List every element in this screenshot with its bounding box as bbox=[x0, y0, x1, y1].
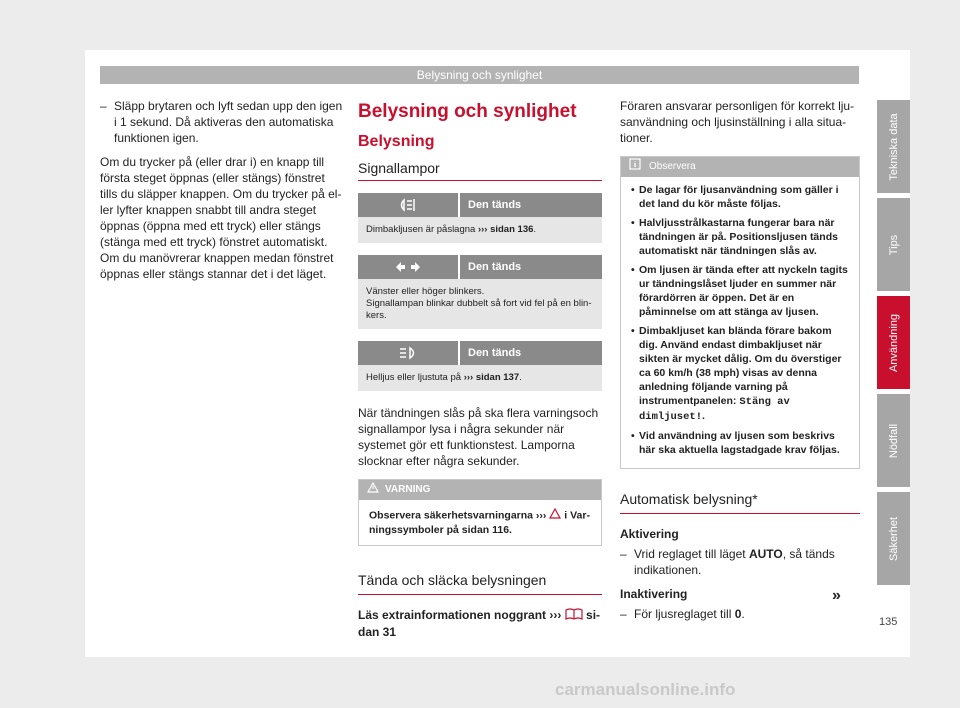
warning-title: VARNING bbox=[385, 484, 431, 495]
tab-tips[interactable]: Tips bbox=[877, 198, 910, 291]
tab-anvandning[interactable]: Användning bbox=[877, 296, 910, 389]
warning-text: Observera säkerhetsvarningarna ››› i Varningssymboler på sidan 116. bbox=[369, 509, 590, 536]
header-band bbox=[100, 66, 859, 84]
dash-item: – Släpp brytaren och lyft sedan upp den igen i 1 sekund. Då aktiveras den automatiska funktionen igen. bbox=[100, 99, 343, 145]
chapter-title: Belysning och synlighet bbox=[358, 101, 577, 122]
paragraph: Föraren ansvarar personligen för korrekt ljusanvändning och ljusinställning i alla situationer. bbox=[620, 99, 855, 145]
section-heading: Automatisk belysning* bbox=[620, 491, 860, 514]
continue-arrow: » bbox=[832, 587, 841, 604]
signal-title: Den tänds bbox=[458, 193, 602, 217]
control-position: AUTO bbox=[748, 547, 783, 561]
display-message: Stäng av dimljuset! bbox=[639, 396, 790, 423]
warning-header bbox=[359, 480, 601, 500]
header-title: Belysning och synlighet bbox=[416, 68, 543, 82]
signal-title: Den tänds bbox=[458, 341, 602, 365]
tab-nodfall[interactable]: Nödfall bbox=[877, 394, 910, 487]
note-box bbox=[620, 156, 860, 469]
page-link[interactable]: ››› sidan 137 bbox=[463, 372, 520, 383]
column-2 bbox=[358, 98, 602, 640]
warning-triangle-icon bbox=[549, 508, 561, 523]
column-1 bbox=[100, 98, 344, 290]
turn-signal-icon bbox=[358, 255, 458, 279]
reference-text: Läs extrainformationen noggrant ››› sidan 31 bbox=[358, 608, 601, 639]
note-item: • De lagar för ljusanvändning som gäller i det land du kör måste följas. bbox=[631, 184, 839, 210]
note-item: • Vid användning av ljusen som beskrivs här ska aktuella lagstadgade krav följas. bbox=[631, 430, 840, 456]
page-number: 135 bbox=[879, 616, 898, 628]
signal-title: Den tänds bbox=[458, 255, 602, 279]
dash-item: – Vrid reglaget till läget AUTO, så tänds indikationen. bbox=[620, 547, 835, 577]
page-link[interactable]: ››› sidan 136 bbox=[477, 224, 534, 235]
note-item: • Om ljusen är tända efter att nyckeln tagits ur tändningslåset ljuder en summer när förardörren är öppen. Det är en påminnelse om att stänga av ljusen. bbox=[631, 264, 848, 318]
warning-box bbox=[358, 479, 602, 546]
signal-description: Vänster eller höger blinkers. Signallampan blinkar dubbelt så fort vid fel på en blinkers. bbox=[358, 279, 602, 329]
signal-description: Dimbakljusen är påslagna ››› sidan 136. bbox=[358, 217, 602, 243]
subheading-deactivation: Inaktivering bbox=[620, 587, 688, 601]
subsection-title: Signallampor bbox=[358, 160, 602, 181]
section-title: Belysning bbox=[358, 133, 435, 150]
signal-row-header bbox=[358, 341, 602, 365]
column-3 bbox=[620, 98, 860, 630]
info-icon bbox=[629, 158, 641, 176]
warning-triangle-icon bbox=[367, 482, 379, 499]
tab-sakerhet[interactable]: Säkerhet bbox=[877, 492, 910, 585]
note-title: Observera bbox=[649, 161, 696, 172]
book-icon bbox=[565, 608, 583, 624]
subheading-activation: Aktivering bbox=[620, 527, 679, 541]
note-header bbox=[621, 157, 859, 177]
note-item: • Dimbakljuset kan blända förare bakom dig. Använd endast dimbakljuset när sikten är mycket dålig. Om du överstiger ca 60 km/h (38 mph) visas av denna anledning följande varning på instrumentpanelen: Stäng av dimljuset!. bbox=[631, 325, 842, 423]
section-heading: Tända och släcka belysningen bbox=[358, 572, 602, 595]
dash-text: Släpp brytaren och lyft sedan upp den igen i 1 sekund. Då aktiveras den automatiska funktionen igen. bbox=[114, 99, 343, 145]
signal-row-header bbox=[358, 255, 602, 279]
control-position: 0 bbox=[734, 607, 742, 621]
note-body bbox=[621, 177, 859, 468]
paragraph: Om du trycker på (eller drar i) en knapp till första steget öppnas (eller stängs) fönstret tills du släpper knappen. Om du trycker på eller lyfter knappen snabbt till andra steget öppnas (öppna med ett tryck) eller stängs (stänga med ett tryck) fönstret automatiskt. Om du manövrerar knappen medan fönstret öppnas eller stängs stannar det i det läget. bbox=[100, 155, 342, 281]
dash-item: – För ljusreglaget till 0. bbox=[620, 607, 745, 621]
watermark: carmanualsonline.info bbox=[555, 680, 736, 699]
fog-lamp-icon bbox=[358, 193, 458, 217]
high-beam-icon bbox=[358, 341, 458, 365]
paragraph: När tändningen slås på ska flera varningsoch signallampor lysa i några sekunder när systemet gör ett funktionstest. Lamporna slocknar efter några sekunder. bbox=[358, 406, 599, 468]
note-item: • Halvljusstrålkastarna fungerar bara när tändningen är på. Positionsljusen tänds automatiskt när tändningen slås av. bbox=[631, 217, 838, 257]
signal-description: Helljus eller ljustuta på ››› sidan 137. bbox=[358, 365, 602, 391]
tab-tekniska-data[interactable]: Tekniska data bbox=[877, 100, 910, 193]
signal-row-header bbox=[358, 193, 602, 217]
